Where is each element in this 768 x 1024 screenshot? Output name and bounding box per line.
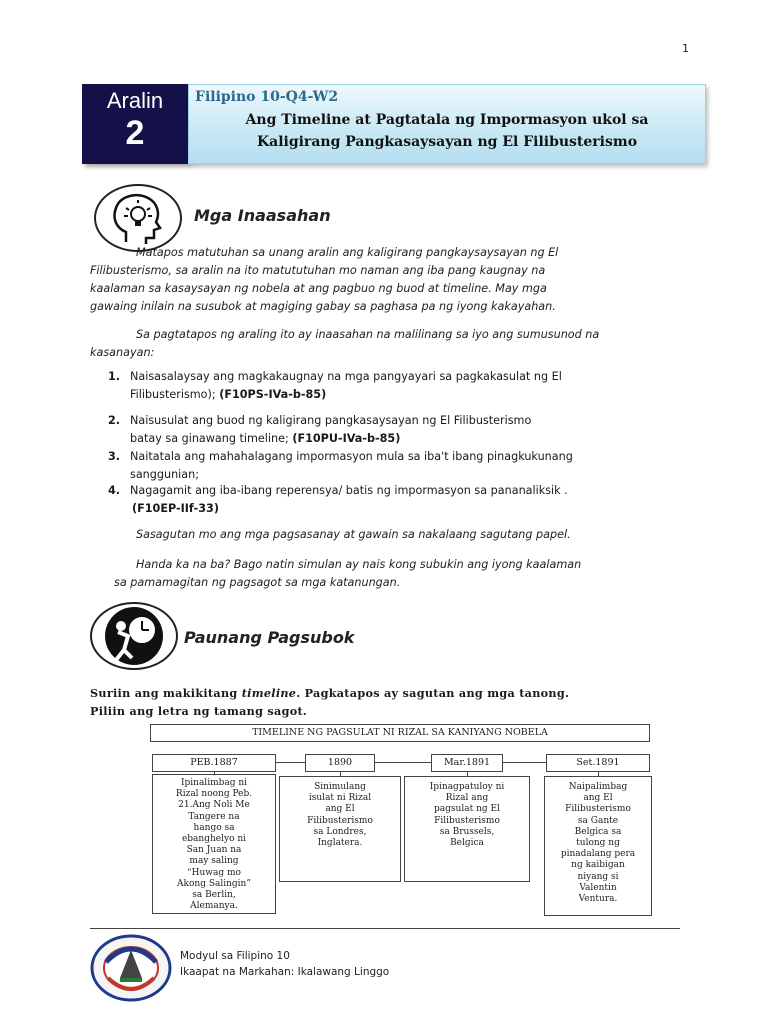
event-line: Valentin [579, 882, 617, 893]
ready-line: Handa ka na ba? Bago natin simulan ay nais kong subukin ang iyong kaalaman [136, 558, 582, 571]
objective-text-cont: Filibusterismo); [130, 388, 220, 401]
objective-number: 4. [108, 484, 121, 497]
event-line: ebanghelyo ni [181, 834, 247, 845]
event-line: Rizal noong Peb. [175, 789, 253, 800]
answer-note: Sasagutan mo ang mga pagsasanay at gawain sa nakalaang sagutang papel. [136, 528, 571, 541]
division-seal-logo [90, 934, 172, 1002]
timeline-event-1891-set [544, 776, 652, 916]
objective-text-cont: batay sa ginawang timeline; [130, 432, 293, 445]
objective-text-cont: sanggunian; [130, 468, 199, 481]
event-line: may saling [189, 856, 239, 867]
instruction-text-a: Suriin ang makikitang [90, 686, 242, 700]
intro-line: kaalaman sa kasaysayan ng nobela at ang pagbuo ng buod at timeline. May mga [90, 282, 547, 295]
event-line: tulong ng [576, 838, 620, 849]
timeline-date: Mar.1891 [431, 754, 503, 772]
event-line: niyang si [577, 871, 619, 882]
section-title-paunang-pagsubok: Paunang Pagsubok [184, 628, 355, 647]
intro-line: gawaing inilain na susubok at magiging gabay sa paghasa pa ng iyong kakayahan. [90, 300, 556, 313]
timeline-event-1890 [279, 776, 401, 882]
aralin-number: 2 [125, 114, 145, 152]
timeline-event-1891-mar [404, 776, 530, 882]
objective-text: Naisasalaysay ang magkakaugnay na mga pangyayari sa pagkakasulat ng El [130, 370, 562, 383]
intro-line: Matapos matutuhan sa unang aralin ang kaligirang pangkaysaysayan ng El [136, 246, 559, 259]
event-line: sa Londres, [313, 826, 367, 837]
intro-line: Filibusterismo, sa aralin na ito matututuhan mo naman ang iba pang kaugnay na [90, 264, 546, 277]
subject-code: Filipino 10-Q4-W2 [195, 89, 339, 105]
event-line: ang El [325, 804, 355, 815]
lesson-title-line2: Kaligirang Pangkasaysayan ng El Filibusterismo [256, 134, 638, 150]
page-number: 1 [682, 42, 689, 55]
event-line: Filibusterismo [565, 804, 631, 815]
aralin-badge [82, 84, 188, 164]
timeline-header: TIMELINE NG PAGSULAT NI RIZAL SA KANIYANG NOBELA [150, 724, 650, 742]
ready-paragraph [114, 556, 694, 592]
objective-number: 2. [108, 414, 121, 427]
event-line: Filibusterismo [307, 815, 373, 826]
footer-quarter-week: Ikaapat na Markahan: Ikalawang Linggo [180, 966, 390, 978]
event-line: ng kaibigan [571, 860, 625, 871]
timeline-date: 1890 [305, 754, 375, 772]
expectation-paragraph [90, 326, 690, 362]
lightbulb-head-icon [94, 184, 182, 252]
footer-divider [90, 928, 680, 929]
lesson-title-line1: Ang Timeline at Pagtatala ng Impormasyon ukol sa [245, 112, 649, 128]
event-line: San Juan na [186, 845, 242, 856]
event-line: pinadalang pera [560, 849, 636, 860]
expect-line: kasanayan: [90, 346, 155, 359]
expect-line: Sa pagtatapos ng araling ito ay inaasahan na malilinang sa iyo ang sumusunod na [136, 328, 600, 341]
objective-number: 3. [108, 450, 121, 463]
event-line: sa Berlin, [192, 890, 236, 901]
footer-module-title: Modyul sa Filipino 10 [180, 950, 290, 962]
event-line: Akong Salingin” [177, 878, 251, 889]
section-title-inaasahan: Mga Inaasahan [194, 206, 331, 225]
objective-text: Nagagamit ang iba-ibang reperensya/ batis ng impormasyon sa pananaliksik . [130, 484, 568, 497]
event-line: Ipinalimbag ni [180, 778, 248, 788]
competency-code: (F10EP-IIf-33) [132, 502, 219, 515]
objective-text: Naitatala ang mahahalagang impormasyon mula sa iba't ibang pinagkukunang [130, 450, 573, 463]
event-line: ang El [583, 793, 613, 804]
event-line: Tangere na [188, 811, 240, 822]
instruction-emphasis: timeline [241, 686, 297, 700]
event-line: Naipalimbag [568, 782, 628, 792]
event-line: Sinimulang [314, 782, 366, 792]
event-line: Rizal ang [445, 793, 489, 804]
event-line: 21.Ang Noli Me [178, 800, 250, 811]
intro-paragraph [90, 244, 672, 262]
person-pushing-clock-icon [90, 602, 178, 670]
competency-code: (F10PS-IVa-b-85) [219, 388, 327, 401]
event-line: Filibusterismo [434, 815, 500, 826]
ready-line: sa pamamagitan ng pagsagot sa mga katanungan. [114, 576, 401, 589]
objective-text: Naisusulat ang buod ng kaligirang pangkasaysayan ng El Filibusterismo [130, 414, 532, 427]
event-line: “Huwag mo [187, 867, 241, 878]
lesson-title [189, 109, 705, 153]
instruction-text [90, 684, 648, 720]
event-line: sa Gante [577, 815, 619, 826]
event-line: Belgica sa [574, 826, 622, 837]
lesson-title-banner [188, 84, 706, 164]
event-line: isulat ni Rizal [308, 793, 372, 804]
timeline-date: Set.1891 [546, 754, 650, 772]
objective-number: 1. [108, 370, 121, 383]
event-line: Ipinagpatuloy ni [429, 782, 505, 792]
instruction-line2: Piliin ang letra ng tamang sagot. [90, 704, 308, 718]
intro-paragraph-rest [90, 262, 672, 316]
event-line: Belgica [450, 838, 484, 849]
competency-code: (F10PU-IVa-b-85) [292, 432, 401, 445]
event-line: Inglatera. [317, 838, 363, 849]
event-line: Ventura. [578, 894, 618, 905]
aralin-label: Aralin [106, 88, 164, 113]
timeline-date: PEB.1887 [152, 754, 276, 772]
instruction-text-b: . Pagkatapos ay sagutan ang mga tanong. [296, 686, 570, 700]
event-line: pagsulat ng El [434, 804, 500, 815]
event-line: Alemanya. [190, 901, 238, 912]
event-line: hango sa [193, 822, 235, 833]
event-line: sa Brussels, [439, 826, 495, 837]
timeline-event-1887 [152, 774, 276, 914]
